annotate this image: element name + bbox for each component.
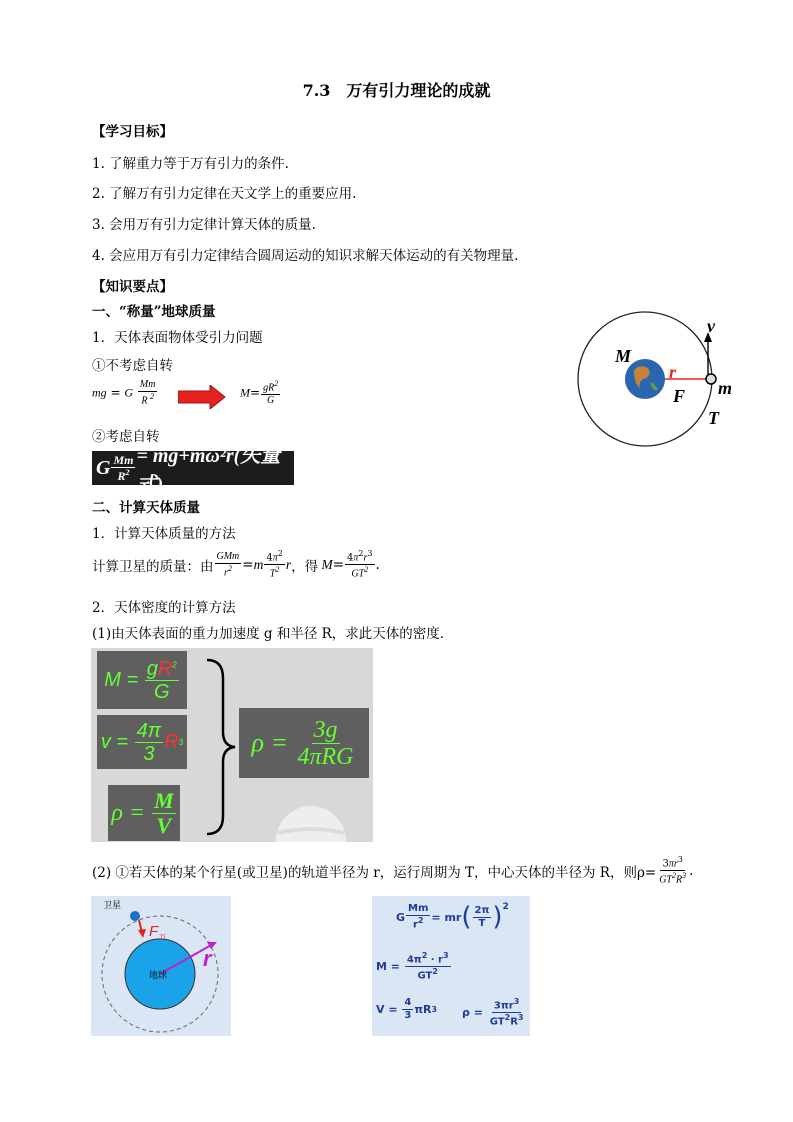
svg-text:地球: 地球 <box>149 971 168 981</box>
svg-text:F: F <box>673 386 686 406</box>
heading-celestial-mass: 二、计算天体质量 <box>92 500 200 516</box>
red-arrow-icon <box>178 385 226 409</box>
svg-text:r: r <box>203 946 212 971</box>
goal-item-3: 3. 会用万有引力定律计算天体的质量. <box>92 217 316 233</box>
goal-item-4: 4. 会应用万有引力定律结合圆周运动的知识求解天体运动的有关物理量. <box>92 248 519 264</box>
formula-mg-equals-gmm: mg = G $\frac{Mm}{R ^2}$ <box>92 379 156 407</box>
density-derivation-panel: M = $\frac{gR^2}{G}$ v = $\frac{4\pi}{3}$ R 3 ρ = $\frac{M}{V}$ ρ = $\frac{3g}{\text{4πRG}}$ <box>91 648 373 842</box>
subheading-surface-gravity: 1．天体表面物体受引力问题 <box>92 330 263 346</box>
satellite-formula-panel: G $\frac{Mm}{r^2}$ = mr ( $\frac{2\pi}{T}$ ) $^2$ M = $\frac{4\pi^2 \cdot r^3}{GT^2}$ V = $\frac{4}{3}$ πR 3 ρ = $\frac{3\pi r^3}{GT^2R^3}$ <box>372 896 530 1036</box>
satellite-orbit-figure <box>91 896 231 1036</box>
formula-earth-mass: M= $\frac{gR^2}{G}$ <box>240 379 279 407</box>
svg-text:T: T <box>708 408 719 428</box>
planet-icon <box>276 793 346 842</box>
satellite-icon <box>130 911 140 921</box>
svg-text:m: m <box>718 378 733 398</box>
boxed-formula-tail: = mg+mω²r(矢量式) <box>136 445 281 496</box>
svg-text:万: 万 <box>159 933 166 941</box>
heading-weigh-earth: 一、“称量”地球质量 <box>92 304 216 320</box>
svg-text:F: F <box>149 923 159 940</box>
density-case-1: (1)由天体表面的重力加速度 g 和半径 R，求此天体的密度． <box>92 626 454 642</box>
svg-text:r: r <box>669 362 677 382</box>
earth-orbit-diagram <box>568 310 738 460</box>
goal-item-2: 2. 了解万有引力定律在天文学上的重要应用. <box>92 186 357 202</box>
section-heading-goals: 【学习目标】 <box>92 124 173 140</box>
section-heading-points: 【知识要点】 <box>92 279 173 295</box>
case-with-rotation: ②考虑自转 <box>92 429 160 445</box>
satellite-mass-line: 计算卫星的质量：由 $\frac{\text{GMm}}{r^2}$ = m $\frac{4\pi^2}{T^2}$ r ，得 M = $\frac{4\pi^2r^3}{GT^2}$ . <box>92 549 380 580</box>
curly-brace-icon <box>201 658 241 836</box>
subheading-mass-method: 1．计算天体质量的方法 <box>92 526 236 542</box>
boxed-vector-formula: G $\frac{Mm}{R^2}$ = mg+mω²r(矢量式) <box>92 451 294 485</box>
subheading-density-method: 2．天体密度的计算方法 <box>92 600 236 616</box>
svg-text:卫星: 卫星 <box>103 901 122 911</box>
density-case-2: (2) ①若天体的某个行星(或卫星)的轨道半径为 r，运行周期为 T，中心天体的半径为 R，则ρ= $\frac{3\pi r^3}{GT^2R^3}$ . <box>92 855 694 886</box>
page-title: 7.3 万有引力理论的成就 <box>302 81 491 100</box>
svg-text:v: v <box>707 316 715 336</box>
case-no-rotation: ①不考虑自转 <box>92 358 173 374</box>
goal-item-1: 1. 了解重力等于万有引力的条件. <box>92 156 289 172</box>
svg-text:M: M <box>615 346 632 366</box>
